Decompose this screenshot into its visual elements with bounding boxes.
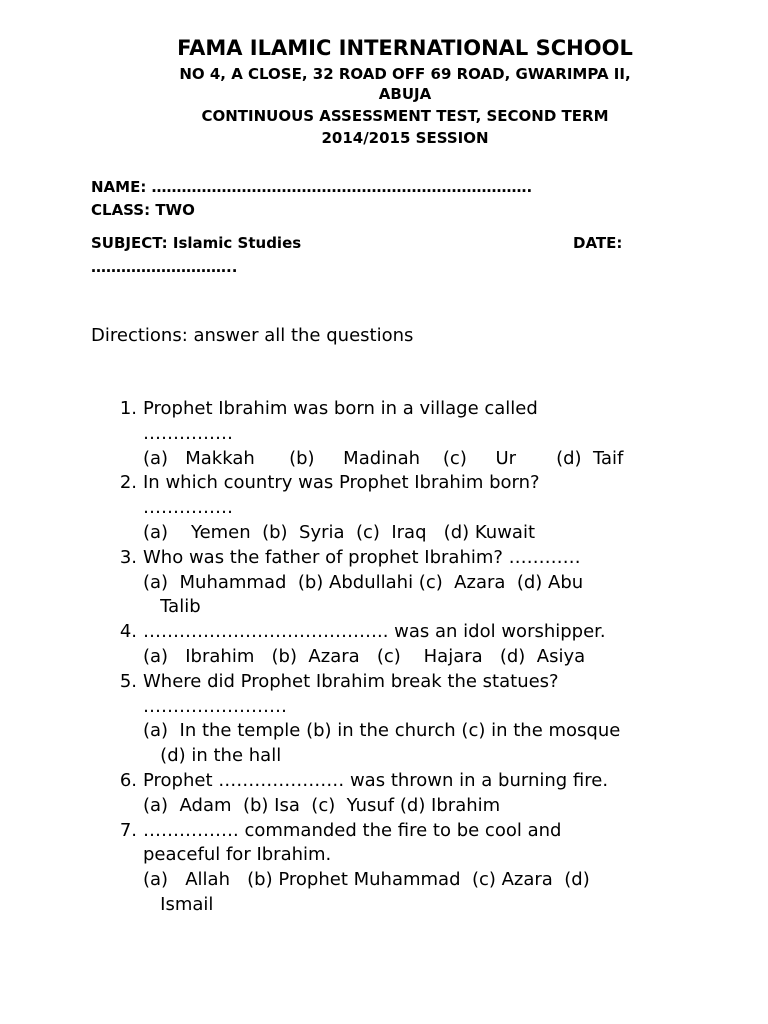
question-text: ………………………………….. was an idol worshipper. <box>143 621 606 643</box>
question-options: (d) in the hall <box>143 745 282 767</box>
question-number: 7. <box>119 819 137 841</box>
question-text: …………… <box>143 422 233 444</box>
question-options: (a) Makkah (b) Madinah (c) Ur (d) Taif <box>143 447 624 469</box>
question-number: 4. <box>119 621 137 643</box>
question-text: Prophet ………………… was thrown in a burning fire. <box>143 770 609 791</box>
question-options: Talib <box>143 596 201 618</box>
question-options: (a) Yemen (b) Syria (c) Iraq (d) Kuwait <box>143 522 536 543</box>
question-options: (a) In the temple (b) in the church (c) in the mosque <box>143 720 621 742</box>
subject-field: SUBJECT: Islamic Studies <box>91 234 302 252</box>
question-number: 2. <box>119 472 137 494</box>
question-number: 5. <box>119 670 137 692</box>
question-text: Prophet Ibrahim was born in a village called <box>143 398 538 419</box>
school-address-line1: NO 4, A CLOSE, 32 ROAD OFF 69 ROAD, GWARIMPA II, <box>179 65 631 83</box>
question-text: Where did Prophet Ibrahim break the statues? <box>143 670 559 692</box>
school-address-line2: ABUJA <box>378 85 432 103</box>
question-number: 6. <box>119 770 137 791</box>
test-title: CONTINUOUS ASSESSMENT TEST, SECOND TERM <box>201 107 609 125</box>
question-text: …………… <box>143 497 233 519</box>
question-text: ……………. commanded the fire to be cool and <box>143 819 562 841</box>
question-options: (a) Allah (b) Prophet Muhammad (c) Azara (d) <box>143 869 590 891</box>
school-name: FAMA ILAMIC INTERNATIONAL SCHOOL <box>177 36 633 60</box>
name-field: NAME: …………………………………………………………………. <box>91 178 533 196</box>
question-text: In which country was Prophet Ibrahim born? <box>143 472 540 494</box>
question-number: 3. <box>119 546 137 568</box>
question-options: Ismail <box>143 894 214 915</box>
question-options: (a) Muhammad (b) Abdullahi (c) Azara (d) Abu <box>143 571 584 593</box>
directions: Directions: answer all the questions <box>91 325 414 346</box>
question-text: peaceful for Ibrahim. <box>143 844 332 866</box>
question-text: Who was the father of prophet Ibrahim? ………… <box>143 546 581 568</box>
session: 2014/2015 SESSION <box>321 129 489 147</box>
question-text: …………………… <box>143 695 287 717</box>
class-field: CLASS: TWO <box>91 201 195 219</box>
date-label: DATE: <box>573 234 623 252</box>
question-number: 1. <box>119 398 137 419</box>
date-blank: ……………………….. <box>91 258 238 276</box>
question-options: (a) Adam (b) Isa (c) Yusuf (d) Ibrahim <box>143 794 501 816</box>
question-options: (a) Ibrahim (b) Azara (c) Hajara (d) Asiya <box>143 646 586 667</box>
